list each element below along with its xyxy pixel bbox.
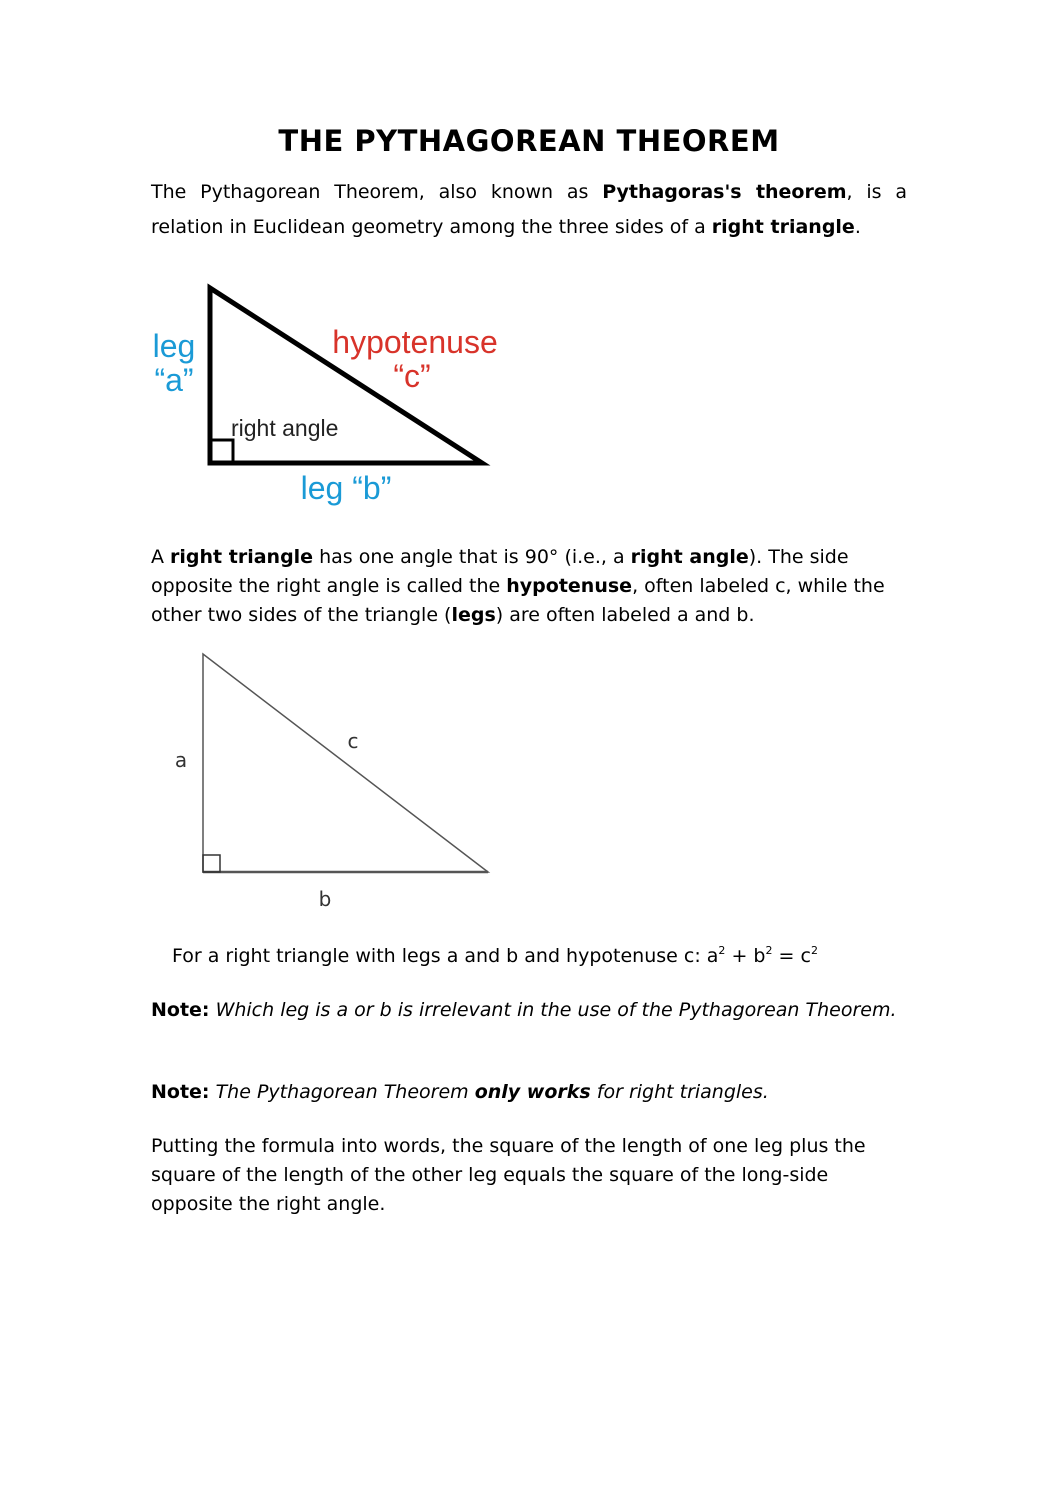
note-label: Note: bbox=[151, 1081, 210, 1103]
right-angle-label: right angle bbox=[231, 415, 339, 441]
note-label: Note: bbox=[151, 999, 210, 1021]
page-title: THE PYTHAGOREAN THEOREM bbox=[278, 124, 780, 158]
hypotenuse-letter: “c” bbox=[393, 358, 431, 394]
intro-paragraph: The Pythagorean Theorem, also known as Pythagoras's theorem, is a relation in Euclidean geometry among the three sides of a right triangle. bbox=[151, 181, 907, 238]
definition-paragraph: A right triangle has one angle that is 90° (i.e., a right angle). The side opposite the right angle is called the hypotenuse, often labeled c, while the other two sides of the triangle (legs) are often labeled a and b. bbox=[151, 546, 885, 626]
leg-a-word: leg bbox=[152, 328, 196, 364]
label-b: b bbox=[318, 887, 332, 911]
note-right-triangles: Note: The Pythagorean Theorem only works for right triangles. bbox=[151, 1081, 769, 1103]
bold-term: right angle bbox=[630, 546, 749, 568]
bold-term: legs bbox=[451, 604, 496, 626]
leg-b-label: leg “b” bbox=[300, 470, 392, 506]
bold-term: hypotenuse bbox=[506, 575, 633, 597]
formula-in-words-paragraph: Putting the formula into words, the square of the length of one leg plus the square of the length of the other leg equals the square of the long-side opposite the right angle. bbox=[151, 1135, 866, 1215]
label-a: a bbox=[174, 748, 188, 772]
bold-term: Pythagoras's theorem bbox=[602, 181, 847, 203]
right-angle-marker bbox=[210, 440, 233, 463]
right-angle-marker bbox=[203, 855, 220, 872]
bold-term: right triangle bbox=[711, 216, 855, 238]
label-c: c bbox=[347, 729, 359, 753]
simple-triangle-figure bbox=[160, 640, 500, 920]
emphasis-term: only works bbox=[474, 1081, 591, 1103]
bold-term: right triangle bbox=[170, 546, 314, 568]
formula-line: For a right triangle with legs a and b and hypotenuse c: $a^2 + b^2 = c^2$ bbox=[172, 944, 818, 967]
triangle-outline bbox=[203, 654, 488, 872]
hypotenuse-word: hypotenuse bbox=[332, 324, 498, 360]
note-leg-order: Note: Which leg is a or b is irrelevant in the use of the Pythagorean Theorem. bbox=[151, 999, 897, 1021]
leg-a-letter: “a” bbox=[154, 362, 194, 398]
labeled-triangle-figure bbox=[140, 270, 520, 520]
